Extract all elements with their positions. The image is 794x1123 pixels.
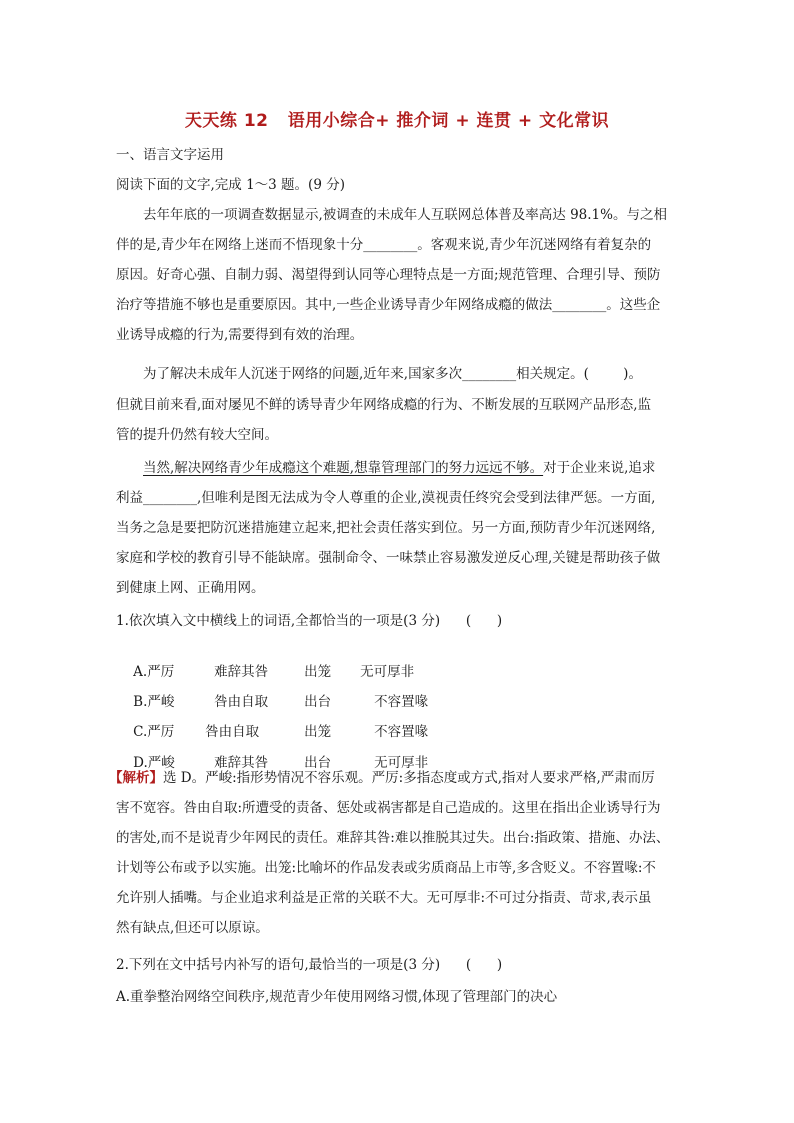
analysis-text: 选 D。严峻:指形势情况不容乐观。严厉:多指态度或方式,指对人要求严格,严肃而厉 (163, 770, 655, 786)
analysis-line (109, 769, 655, 787)
analysis-line: 然有缺点,但还可以原谅。 (116, 920, 269, 936)
section-heading: 一、语言文字运用 (116, 147, 224, 163)
passage-line: 到健康上网、正确用网。 (116, 580, 265, 596)
option-word: 难辞其咎 (214, 755, 269, 771)
passage-line: 为了解决未成年人沉迷于网络的问题,近年来,国家多次________相关规定。( )。 (143, 366, 642, 382)
passage-line: 管的提升仍然有较大空间。 (116, 427, 278, 443)
option-label: B.严峻 (133, 694, 175, 710)
question-1-stem: 1.依次填入文中横线上的词语,全都恰当的一项是(3 分) ( ) (116, 613, 503, 629)
passage-line: 但就目前来看,面对屡见不鲜的诱导青少年网络成瘾的行为、不断发展的互联网产品形态,监 (116, 397, 652, 413)
analysis-line: 计划等公布或予以实施。出笼:比喻坏的作品发表或劣质商品上市等,多含贬义。不容置喙:不 (116, 860, 656, 876)
passage-line: 伴的是,青少年在网络上迷而不悟现象十分________。客观来说,青少年沉迷网络有着复杂的 (116, 237, 652, 253)
page-title: 天天练 12 语用小综合+ 推介词 + 连贯 + 文化常识 (184, 111, 610, 131)
passage-line (143, 459, 655, 477)
option-word: 不容置喙 (374, 694, 429, 710)
question-2-option-a: A.重拳整治网络空间秩序,规范青少年使用网络习惯,体现了管理部门的决心 (116, 989, 558, 1005)
passage-text: 对于企业来说,追求 (543, 460, 656, 476)
option-label: A.严厉 (133, 664, 175, 680)
reading-intro: 阅读下面的文字,完成 1～3 题。(9 分) (116, 177, 345, 193)
option-word: 咎由自取 (205, 724, 260, 740)
analysis-line: 的害处,而不是说青少年网民的责任。难辞其咎:难以推脱其过失。出台:指政策、措施、办法、 (116, 830, 670, 846)
passage-line: 去年年底的一项调查数据显示,被调查的未成年人互联网总体普及率高达 98.1%。与之相 (143, 207, 667, 223)
analysis-tag: 【解析】 (109, 770, 163, 786)
option-label: C.严厉 (133, 724, 175, 740)
passage-line: 治疗等措施不够也是重要原因。其中,一些企业诱导青少年网络成瘾的做法________。这些企 (116, 297, 661, 313)
option-word: 难辞其咎 (214, 664, 269, 680)
passage-line: 利益________,但唯利是图无法成为令人尊重的企业,漠视责任终究会受到法律严惩。一方面, (116, 490, 656, 506)
passage-line: 业诱导成瘾的行为,需要得到有效的治理。 (116, 327, 364, 343)
option-word: 出台 (304, 694, 332, 710)
option-word: 不容置喙 (374, 724, 429, 740)
analysis-line: 允许别人插嘴。与企业追求利益是正常的关联不大。无可厚非:不可过分指责、苛求,表示虽 (116, 890, 652, 906)
option-word: 无可厚非 (374, 755, 429, 771)
option-word: 出笼 (304, 724, 332, 740)
option-word: 出笼 (304, 664, 332, 680)
option-word: 无可厚非 (360, 664, 415, 680)
passage-line: 原因。好奇心强、自制力弱、渴望得到认同等心理特点是一方面;规范管理、合理引导、预防 (116, 267, 661, 283)
passage-line: 家庭和学校的教育引导不能缺席。强制命令、一味禁止容易激发逆反心理,关键是帮助孩子做 (116, 550, 661, 566)
option-label: D.严峻 (133, 755, 175, 771)
passage-line: 当务之急是要把防沉迷措施建立起来,把社会责任落实到位。另一方面,预防青少年沉迷网络, (116, 520, 656, 536)
analysis-line: 害不宽容。咎由自取:所遭受的责备、惩处或祸害都是自己造成的。这里在指出企业诱导行为 (116, 800, 661, 816)
option-word: 咎由自取 (214, 694, 269, 710)
question-2-stem: 2.下列在文中括号内补写的语句,最恰当的一项是(3 分) ( ) (116, 957, 503, 973)
underlined-sentence: 当然,解决网络青少年成瘾这个难题,想靠管理部门的努力远远不够。 (143, 460, 544, 476)
option-word: 出台 (304, 755, 332, 771)
